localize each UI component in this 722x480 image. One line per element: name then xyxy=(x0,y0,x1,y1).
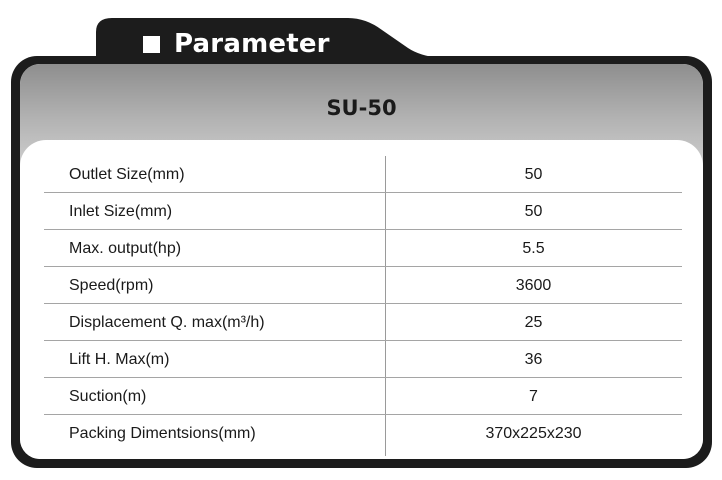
spec-row xyxy=(44,230,682,267)
spec-table xyxy=(44,156,682,452)
spec-row xyxy=(44,378,682,415)
spec-row xyxy=(44,193,682,230)
spec-value: 370x225x230 xyxy=(485,425,582,442)
spec-value: 5.5 xyxy=(522,240,545,257)
spec-row xyxy=(44,267,682,304)
spec-value: 25 xyxy=(524,314,543,331)
spec-row xyxy=(44,415,682,452)
spec-label: Lift H. Max(m) xyxy=(69,351,170,368)
spec-row xyxy=(44,341,682,378)
spec-value: 36 xyxy=(524,351,543,368)
spec-card xyxy=(20,64,703,459)
spec-row xyxy=(44,156,682,193)
model-title: SU-50 xyxy=(326,96,397,120)
spec-label: Max. output(hp) xyxy=(69,240,182,257)
spec-label: Packing Dimentsions(mm) xyxy=(69,425,256,442)
spec-label: Inlet Size(mm) xyxy=(69,203,173,220)
spec-row xyxy=(44,304,682,341)
spec-label: Suction(m) xyxy=(69,388,147,405)
spec-value: 3600 xyxy=(515,277,552,294)
spec-value: 50 xyxy=(524,166,543,183)
spec-value: 7 xyxy=(529,388,538,405)
spec-label: Displacement Q. max(m³/h) xyxy=(69,314,265,331)
parameter-tab-title xyxy=(143,26,330,62)
square-bullet-icon xyxy=(143,36,160,53)
parameter-heading: Parameter xyxy=(174,29,330,59)
spec-label: Outlet Size(mm) xyxy=(69,166,185,183)
spec-label: Speed(rpm) xyxy=(69,277,154,294)
spec-value: 50 xyxy=(524,203,543,220)
